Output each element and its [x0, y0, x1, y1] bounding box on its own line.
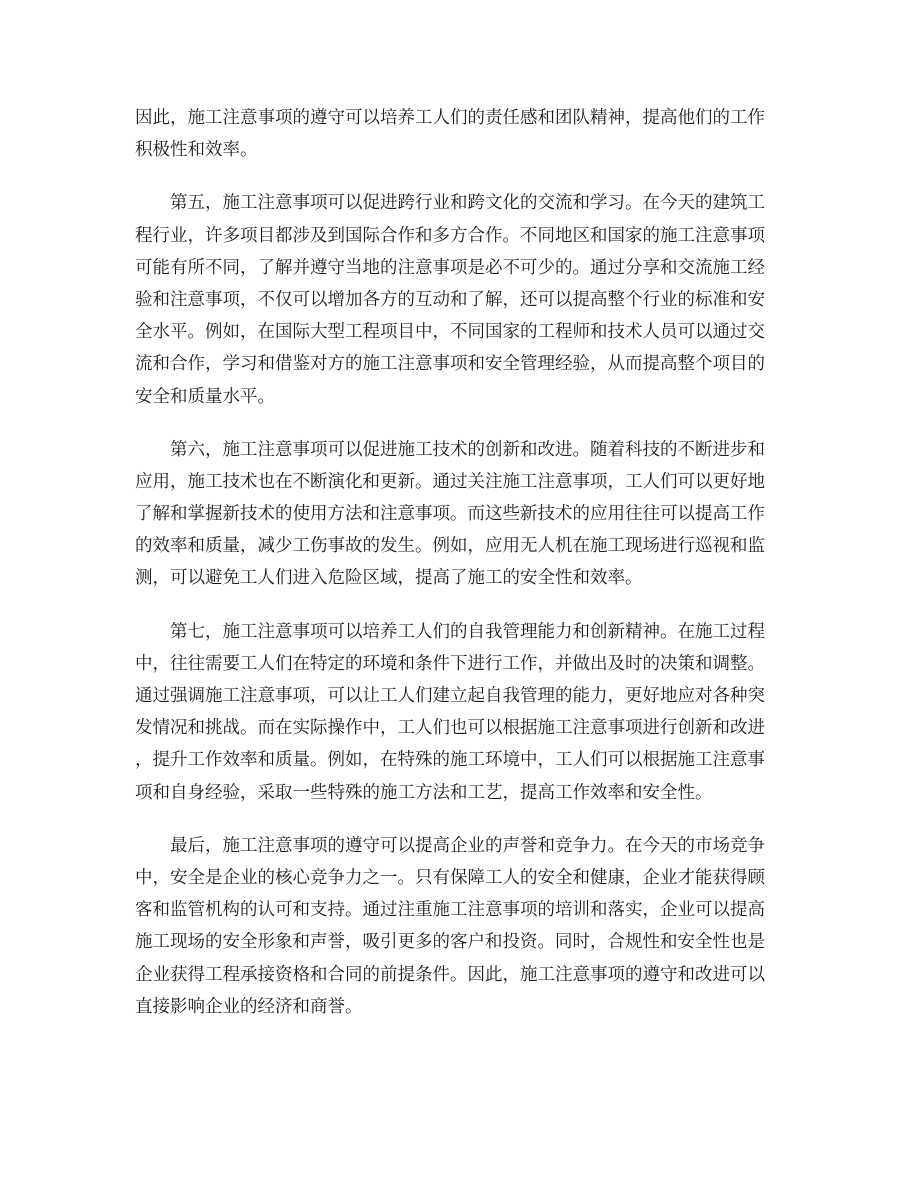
text-line: 中，往往需要工人们在特定的环境和条件下进行工作，并做出及时的决策和调整。	[135, 653, 765, 674]
text-line: 第七，施工注意事项可以培养工人们的自我管理能力和创新精神。在施工过程	[170, 621, 765, 642]
text-line: 通过强调施工注意事项，可以让工人们建立起自我管理的能力，更好地应对各种突	[135, 686, 765, 706]
text-line: 直接影响企业的经济和商誉。	[135, 996, 363, 1017]
text-line: 程行业，许多项目都涉及到国际合作和多方合作。不同地区和国家的施工注意事项	[135, 225, 765, 246]
text-line: 测，可以避免工人们进入危险区域，提高了施工的安全性和效率。	[135, 568, 643, 589]
text-line: 验和注意事项，不仅可以增加各方的互动和了解，还可以提高整个行业的标准和安	[135, 289, 765, 310]
text-line: ，提升工作效率和质量。例如，在特殊的施工环境中，工人们可以根据施工注意事	[135, 750, 765, 771]
paragraph-fifth	[135, 187, 785, 412]
text-line: 客和监管机构的认可和支持。通过注重施工注意事项的培训和落实，企业可以提高	[135, 900, 765, 921]
text-line: 最后，施工注意事项的遵守可以提高企业的声誉和竞争力。在今天的市场竞争	[170, 835, 765, 856]
paragraph-finally	[135, 830, 785, 1023]
text-line: 了解和掌握新技术的使用方法和注意事项。而这些新技术的应用往往可以提高工作	[135, 504, 765, 525]
text-line: 企业获得工程承接资格和合同的前提条件。因此，施工注意事项的遵守和改进可以	[135, 964, 765, 985]
text-line: 可能有所不同，了解并遵守当地的注意事项是必不可少的。通过分享和交流施工经	[135, 257, 765, 278]
text-line: 第六，施工注意事项可以促进施工技术的创新和改进。随着科技的不断进步和	[170, 439, 765, 460]
paragraph-conclusion-teamwork	[135, 102, 785, 166]
text-line: 的效率和质量，减少工伤事故的发生。例如，应用无人机在施工现场进行巡视和监	[135, 536, 765, 557]
text-line: 因此，施工注意事项的遵守可以培养工人们的责任感和团队精神，提高他们的工作	[135, 108, 765, 128]
text-line: 应用，施工技术也在不断演化和更新。通过关注施工注意事项，工人们可以更好地	[135, 471, 765, 492]
text-line: 全水平。例如，在国际大型工程项目中，不同国家的工程师和技术人员可以通过交	[135, 322, 765, 343]
text-line: 项和自身经验，采取一些特殊的施工方法和工艺，提高工作效率和安全性。	[135, 782, 713, 803]
document-body	[135, 102, 785, 1044]
paragraph-seventh	[135, 616, 785, 809]
text-line: 流和合作，学习和借鉴对方的施工注意事项和安全管理经验，从而提高整个项目的	[135, 354, 765, 375]
text-line: 第五，施工注意事项可以促进跨行业和跨文化的交流和学习。在今天的建筑工	[170, 193, 765, 214]
text-line: 中，安全是企业的核心竞争力之一。只有保障工人的安全和健康，企业才能获得顾	[135, 867, 765, 888]
paragraph-sixth	[135, 434, 785, 595]
text-line: 施工现场的安全形象和声誉，吸引更多的客户和投资。同时，合规性和安全性也是	[135, 932, 765, 953]
text-line: 发情况和挑战。而在实际操作中，工人们也可以根据施工注意事项进行创新和改进	[135, 718, 765, 739]
text-line: 积极性和效率。	[135, 140, 258, 161]
text-line: 安全和质量水平。	[135, 386, 275, 407]
